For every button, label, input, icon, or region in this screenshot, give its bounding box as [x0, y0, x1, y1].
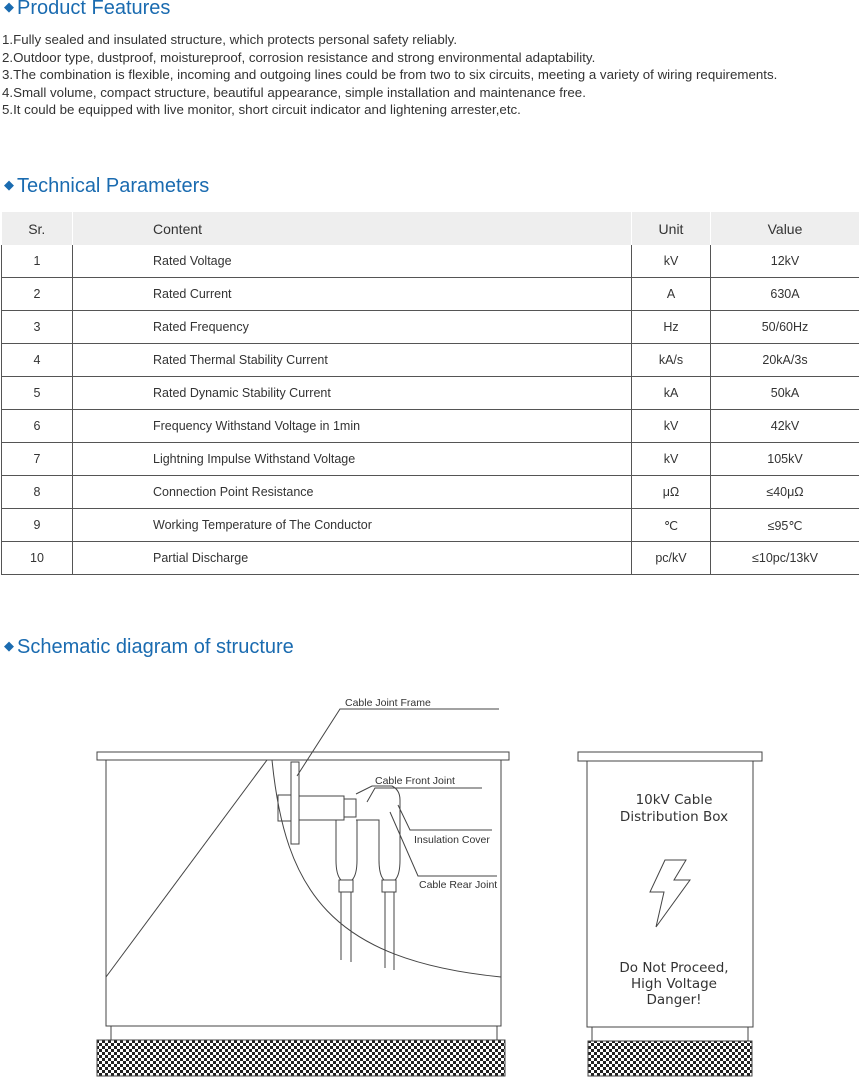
feature-item: 1.Fully sealed and insulated structure, which protects personal safety reliably.: [2, 32, 458, 47]
label-cable-joint-frame: Cable Joint Frame: [345, 697, 431, 709]
cell-content: Rated Dynamic Stability Current: [73, 377, 632, 410]
box-foundation: [588, 1041, 752, 1076]
cell-value: ≤95℃: [711, 509, 860, 542]
header-unit: Unit: [632, 212, 711, 245]
product-features-title: Product Features: [17, 0, 171, 19]
box-base: [592, 1027, 748, 1041]
cell-content: Connection Point Resistance: [73, 476, 632, 509]
cell-value: ≤40μΩ: [711, 476, 860, 509]
cell-value: 12kV: [711, 245, 860, 278]
table-row: [2, 245, 860, 278]
cell-unit: pc/kV: [632, 542, 711, 575]
box-warning-line2: High Voltage: [631, 976, 717, 992]
label-cable-front-joint: Cable Front Joint: [375, 775, 455, 787]
cell-sr: 1: [2, 245, 73, 278]
cable-cabinet-side-view: [97, 709, 509, 1076]
cutaway-curve: [272, 760, 501, 977]
parameters-table: [1, 212, 859, 575]
table-row: [2, 311, 860, 344]
cell-unit: kV: [632, 245, 711, 278]
cell-unit: kV: [632, 410, 711, 443]
cell-content: Lightning Impulse Withstand Voltage: [73, 443, 632, 476]
frame-mount: [278, 795, 291, 821]
cell-sr: 9: [2, 509, 73, 542]
cell-content: Partial Discharge: [73, 542, 632, 575]
cell-value: 105kV: [711, 443, 860, 476]
connector-right-bottom: [382, 880, 396, 892]
lightning-bolt-icon: [650, 860, 690, 927]
box-warning-line1: Do Not Proceed,: [619, 960, 729, 976]
technical-parameters-heading: [4, 175, 209, 198]
cutaway-line: [106, 760, 267, 977]
cell-unit: μΩ: [632, 476, 711, 509]
cell-content: Rated Current: [73, 278, 632, 311]
elbow-connector-left: [336, 820, 357, 880]
features-list: [2, 31, 777, 119]
cell-sr: 5: [2, 377, 73, 410]
cell-content: Rated Voltage: [73, 245, 632, 278]
table-row: [2, 476, 860, 509]
cell-value: 20kA/3s: [711, 344, 860, 377]
connector-left-bottom: [339, 880, 353, 892]
header-sr: Sr.: [2, 212, 73, 245]
cabinet-foundation: [97, 1040, 505, 1076]
cell-sr: 7: [2, 443, 73, 476]
cell-content: Rated Frequency: [73, 311, 632, 344]
label-insulation-cover: Insulation Cover: [414, 834, 490, 846]
structure-diagram: [0, 680, 860, 1077]
feature-item: 2.Outdoor type, dustproof, moistureproof, corrosion resistance and strong environmental adaptability.: [2, 49, 596, 65]
cabinet-roof: [97, 752, 509, 760]
cable-front-joint-cap: [344, 799, 356, 817]
cabinet-body: [106, 760, 501, 1026]
cell-sr: 8: [2, 476, 73, 509]
diamond-bullet-icon: ◆: [4, 637, 14, 653]
leader-line-front-joint: [367, 788, 482, 802]
cell-value: 50/60Hz: [711, 311, 860, 344]
table-row: [2, 278, 860, 311]
diamond-bullet-icon: ◆: [4, 0, 14, 14]
cable-front-joint-body: [299, 796, 344, 820]
table-header-row: [2, 212, 860, 245]
table-row: [2, 509, 860, 542]
cell-content: Frequency Withstand Voltage in 1min: [73, 410, 632, 443]
cell-content: Rated Thermal Stability Current: [73, 344, 632, 377]
cell-value: 630A: [711, 278, 860, 311]
cell-unit: ℃: [632, 509, 711, 542]
cell-sr: 6: [2, 410, 73, 443]
table-row: [2, 344, 860, 377]
cell-sr: 3: [2, 311, 73, 344]
cell-unit: kA: [632, 377, 711, 410]
technical-parameters-title: Technical Parameters: [17, 175, 210, 197]
box-roof: [578, 752, 762, 761]
box-title-line1: 10kV Cable: [635, 792, 713, 808]
product-features-heading: [4, 0, 170, 20]
label-cable-rear-joint: Cable Rear Joint: [419, 879, 498, 891]
cell-content: Working Temperature of The Conductor: [73, 509, 632, 542]
cell-unit: A: [632, 278, 711, 311]
leader-line-frame: [297, 709, 499, 776]
cell-unit: kA/s: [632, 344, 711, 377]
cell-value: 50kA: [711, 377, 860, 410]
schematic-title: Schematic diagram of structure: [17, 636, 294, 658]
schematic-heading: [4, 636, 294, 659]
diamond-bullet-icon: ◆: [4, 176, 14, 192]
feature-item: 5.It could be equipped with live monitor, short circuit indicator and lightening arrester,etc.: [2, 102, 521, 118]
feature-item: 4.Small volume, compact structure, beautiful appearance, simple installation and maintenance free.: [2, 84, 586, 100]
box-title-line2: Distribution Box: [619, 809, 729, 825]
table-row: [2, 410, 860, 443]
cell-value: ≤10pc/13kV: [711, 542, 860, 575]
leader-line-insulation: [398, 805, 492, 830]
cell-sr: 2: [2, 278, 73, 311]
feature-item: 3.The combination is flexible, incoming and outgoing lines could be from two to six circuits, meeting a variety of wiring requirements.: [2, 67, 778, 83]
cell-value: 42kV: [711, 410, 860, 443]
table-row: [2, 443, 860, 476]
cell-sr: 4: [2, 344, 73, 377]
insulation-cover: [356, 786, 400, 880]
box-warning-line3: Danger!: [646, 992, 702, 1008]
table-row: [2, 377, 860, 410]
cell-sr: 10: [2, 542, 73, 575]
header-content: Content: [73, 212, 632, 245]
header-value: Value: [711, 212, 860, 245]
table-row: [2, 542, 860, 575]
cabinet-base: [111, 1026, 497, 1040]
cell-unit: Hz: [632, 311, 711, 344]
cell-unit: kV: [632, 443, 711, 476]
